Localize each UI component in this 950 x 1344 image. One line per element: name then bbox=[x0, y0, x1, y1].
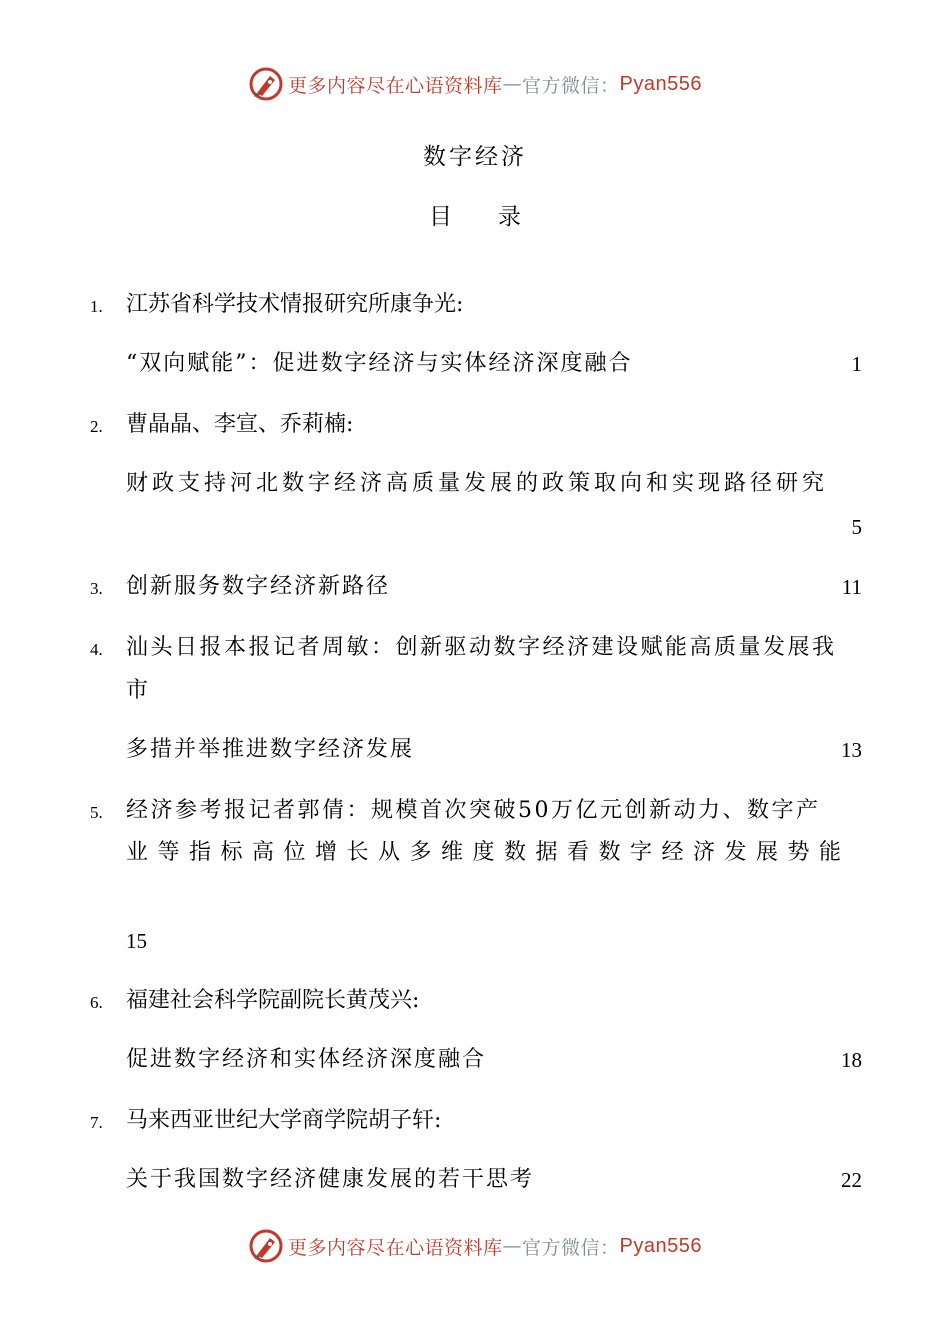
toc-entry-number: 4. bbox=[90, 640, 103, 659]
toc-entry-number: 2. bbox=[90, 417, 103, 436]
banner-wechat-label: 官方微信： bbox=[522, 1236, 620, 1259]
toc-entry-author: 汕头日报本报记者周敏：创新驱动数字经济建设赋能高质量发展我 bbox=[126, 635, 837, 660]
toc-heading bbox=[0, 198, 950, 231]
toc-entry-page: 11 bbox=[841, 575, 862, 599]
toc-entry-author: 福建社会科学院副院长黄茂兴: bbox=[126, 988, 420, 1013]
toc-entry-page: 5 bbox=[851, 515, 862, 539]
toc-entry-title[interactable]: 促进数字经济和实体经济深度融合 bbox=[126, 1047, 487, 1072]
toc-heading-right: 录 bbox=[498, 204, 521, 230]
header-banner bbox=[0, 64, 950, 104]
toc-entry-title[interactable]: “双向赋能”：促进数字经济与实体经济深度融合 bbox=[126, 351, 633, 376]
banner-main-text: 更多内容尽在心语资料库 bbox=[288, 1236, 503, 1259]
toc-entry-page: 22 bbox=[841, 1168, 862, 1192]
banner-separator: — bbox=[502, 1235, 523, 1257]
toc-entry-title-cont[interactable]: 业等指标高位增长从多维度数据看数字经济发展势能 bbox=[126, 840, 851, 865]
banner-main-text: 更多内容尽在心语资料库 bbox=[288, 74, 503, 97]
banner-wechat-id: Pyan556 bbox=[619, 72, 702, 95]
footer-banner bbox=[0, 1226, 950, 1266]
toc-entry-number: 6. bbox=[90, 993, 103, 1012]
pen-nib-logo-icon bbox=[248, 1228, 284, 1264]
toc-entry-author: 马来西亚世纪大学商学院胡子轩: bbox=[126, 1108, 442, 1133]
toc-entry-author-cont: 市 bbox=[126, 678, 149, 703]
pen-nib-logo-icon bbox=[248, 66, 284, 102]
toc-entry-author: 江苏省科学技术情报研究所康争光: bbox=[126, 292, 464, 317]
toc-entry-number: 3. bbox=[90, 579, 103, 598]
toc-entry-page: 1 bbox=[851, 352, 862, 376]
toc-entry-page: 15 bbox=[126, 929, 147, 953]
toc-entry-author: 曹晶晶、李宣、乔莉楠: bbox=[126, 412, 354, 437]
toc-entry-title[interactable]: 财政支持河北数字经济高质量发展的政策取向和实现路径研究 bbox=[126, 471, 829, 496]
banner-wechat-label: 官方微信： bbox=[522, 74, 620, 97]
document-title: 数字经济 bbox=[423, 144, 527, 170]
banner-wechat-id: Pyan556 bbox=[619, 1234, 702, 1257]
toc-entry-page: 13 bbox=[841, 738, 862, 762]
toc-entry-title[interactable]: 关于我国数字经济健康发展的若干思考 bbox=[126, 1167, 535, 1192]
banner-separator: — bbox=[502, 73, 523, 95]
toc-entry-title[interactable]: 经济参考报记者郭倩：规模首次突破50万亿元创新动力、数字产 bbox=[126, 798, 821, 823]
toc-entry-number: 7. bbox=[90, 1113, 103, 1132]
toc-entry-number: 1. bbox=[90, 297, 103, 316]
toc-entry-number: 5. bbox=[90, 803, 103, 822]
toc-entry-page: 18 bbox=[841, 1048, 862, 1072]
toc-entry-title[interactable]: 多措并举推进数字经济发展 bbox=[126, 737, 415, 762]
toc-heading-left: 目 bbox=[429, 204, 452, 230]
toc-entry-title[interactable]: 创新服务数字经济新路径 bbox=[126, 574, 391, 599]
